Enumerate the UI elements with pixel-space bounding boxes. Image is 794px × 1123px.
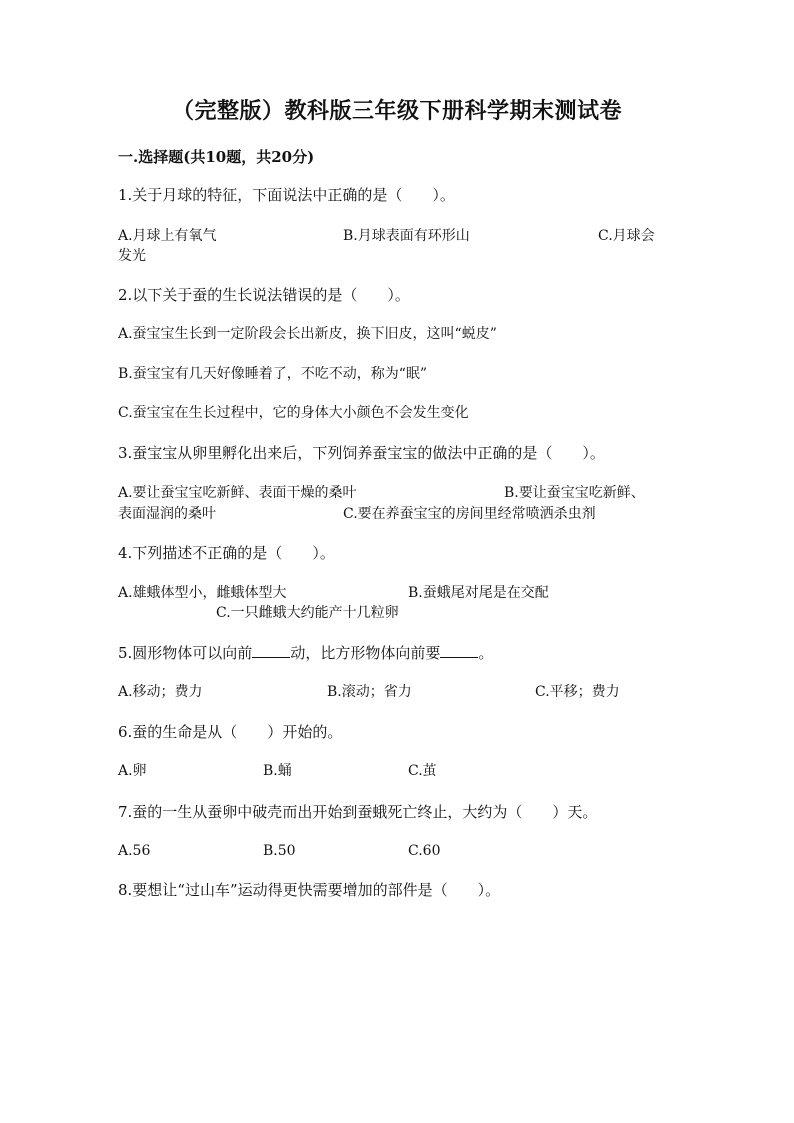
q6-option-c: C.茧 (408, 763, 437, 779)
q3-option-b-wrap: 表面湿润的桑叶 (118, 506, 216, 522)
q5-text-part-3: 。 (478, 644, 494, 662)
question-7: 7.蚕的一生从蚕卵中破壳而出开始到蚕蛾死亡终止，大约为（ ）天。 (118, 803, 598, 821)
q4-option-c: C.一只雌蛾大约能产十几粒卵 (216, 605, 399, 621)
q2-option-a: A.蚕宝宝生长到一定阶段会长出新皮，换下旧皮，这叫“蜕皮” (118, 326, 497, 342)
question-1: 1.关于月球的特征，下面说法中正确的是（ ）。 (118, 186, 455, 204)
section-heading: 一.选择题(共10题，共20分) (118, 148, 315, 166)
question-3: 3.蚕宝宝从卵里孵化出来后，下列饲养蚕宝宝的做法中正确的是（ ）。 (118, 444, 605, 462)
question-5 (118, 642, 678, 664)
q1-option-c-wrap: 发光 (118, 248, 146, 264)
q5-blank-1 (252, 643, 290, 658)
q5-text-part-2: 动，比方形物体向前要 (290, 644, 441, 662)
q1-option-a: A.月球上有氧气 (118, 228, 217, 244)
q3-option-b: B.要让蚕宝宝吃新鲜、 (504, 485, 645, 501)
q7-option-a: A.56 (118, 843, 151, 859)
question-8: 8.要想让“过山车”运动得更快需要增加的部件是（ ）。 (118, 881, 501, 899)
q6-option-b: B.蛹 (263, 763, 292, 779)
q7-option-c: C.60 (408, 843, 441, 859)
q5-option-c: C.平移；费力 (535, 684, 620, 700)
q3-option-a: A.要让蚕宝宝吃新鲜、表面干燥的桑叶 (118, 485, 357, 501)
q5-option-a: A.移动；费力 (118, 684, 203, 700)
question-2: 2.以下关于蚕的生长说法错误的是（ ）。 (118, 286, 410, 304)
q1-option-b: B.月球表面有环形山 (343, 228, 470, 244)
q4-option-a: A.雄蛾体型小，雌蛾体型大 (118, 585, 287, 601)
question-6: 6.蚕的生命是从（ ）开始的。 (118, 723, 343, 741)
q2-option-c: C.蚕宝宝在生长过程中，它的身体大小颜色不会发生变化 (118, 405, 469, 421)
page-title: （完整版）教科版三年级下册科学期末测试卷 (171, 98, 622, 124)
q2-option-b: B.蚕宝宝有几天好像睡着了，不吃不动，称为“眠” (118, 366, 428, 382)
q7-option-b: B.50 (263, 843, 296, 859)
question-4: 4.下列描述不正确的是（ ）。 (118, 544, 335, 562)
q6-option-a: A.卵 (118, 763, 147, 779)
q5-text-part-1: 5.圆形物体可以向前 (118, 644, 253, 662)
q1-option-c: C.月球会 (598, 228, 655, 244)
q4-option-b: B.蚕蛾尾对尾是在交配 (408, 585, 549, 601)
q5-option-b: B.滚动；省力 (327, 684, 412, 700)
q5-blank-2 (440, 643, 478, 658)
q3-option-c: C.要在养蚕宝宝的房间里经常喷洒杀虫剂 (343, 506, 596, 522)
